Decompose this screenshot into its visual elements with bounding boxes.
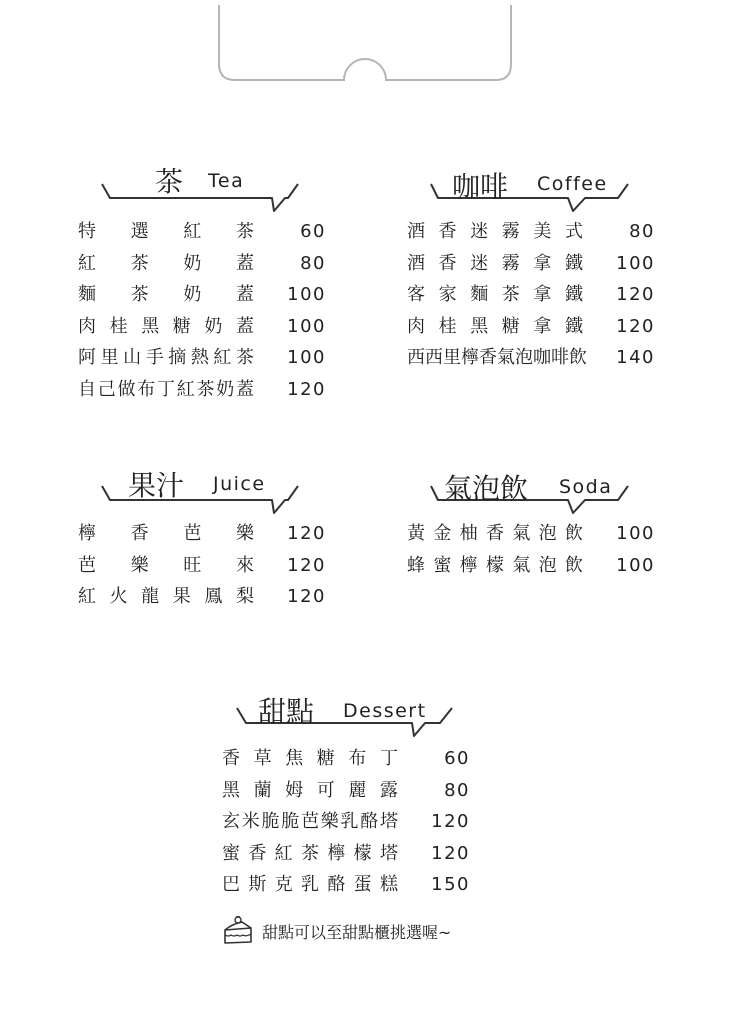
dessert-note-text: 甜點可以至甜點櫃挑選喔~ bbox=[262, 922, 452, 942]
cake-slice-icon bbox=[222, 916, 254, 946]
section-title-zh: 茶 bbox=[155, 165, 184, 198]
menu-item-row bbox=[407, 283, 655, 315]
menu-item-price: 100 bbox=[287, 315, 326, 337]
section-title-en: Soda bbox=[559, 476, 613, 498]
menu-item-name: 自 己 做 布 丁 紅 茶 奶 蓋 bbox=[78, 378, 254, 400]
menu-item-price: 150 bbox=[431, 874, 470, 896]
menu-item-row bbox=[78, 220, 326, 252]
top-frame-line bbox=[219, 5, 511, 80]
menu-item-price: 120 bbox=[287, 586, 326, 608]
dessert-note bbox=[222, 916, 451, 946]
menu-item-name: 特 選 紅 茶 bbox=[78, 221, 254, 242]
dessert-item-list bbox=[222, 747, 470, 905]
menu-item-name: 芭 樂 旺 來 bbox=[78, 554, 254, 576]
coffee-item-list bbox=[407, 220, 655, 378]
menu-item-price: 60 bbox=[444, 748, 470, 769]
menu-item-price: 120 bbox=[287, 378, 326, 400]
menu-item-row bbox=[78, 315, 326, 347]
section-title-zh: 果汁 bbox=[128, 469, 185, 502]
menu-item-row bbox=[78, 252, 326, 284]
menu-item-name: 西 西 里 檸 香 氣 泡 咖 啡 飲 bbox=[407, 347, 587, 369]
section-title-en: Tea bbox=[208, 170, 245, 192]
menu-item-name: 檸 香 芭 樂 bbox=[78, 523, 254, 544]
menu-item-price: 80 bbox=[444, 779, 470, 801]
menu-item-name: 黃 金 柚 香 氣 泡 飲 bbox=[407, 523, 583, 544]
menu-item-name: 酒 香 迷 霧 美 式 bbox=[407, 221, 583, 242]
menu-item-name: 玄 米 脆 脆 芭 樂 乳 酪 塔 bbox=[222, 811, 398, 833]
menu-item-row bbox=[78, 585, 326, 617]
menu-item-price: 120 bbox=[616, 315, 655, 337]
menu-item-price: 100 bbox=[616, 252, 655, 274]
section-title-en: Juice bbox=[213, 473, 266, 495]
menu-item-name: 蜜 香 紅 茶 檸 檬 塔 bbox=[222, 842, 398, 864]
menu-item-row bbox=[78, 283, 326, 315]
menu-item-price: 80 bbox=[629, 221, 655, 242]
menu-item-price: 60 bbox=[300, 221, 326, 242]
section-title-en: Dessert bbox=[343, 700, 427, 722]
section-title-zh: 咖啡 bbox=[452, 170, 509, 203]
menu-item-name: 黑 蘭 姆 可 麗 露 bbox=[222, 779, 398, 801]
soda-item-list bbox=[407, 522, 655, 585]
menu-item-name: 肉 桂 黑 糖 拿 鐵 bbox=[407, 315, 583, 337]
menu-item-row bbox=[222, 842, 470, 874]
section-title-en: Coffee bbox=[537, 173, 608, 195]
menu-item-price: 120 bbox=[431, 811, 470, 833]
menu-item-name: 酒 香 迷 霧 拿 鐵 bbox=[407, 252, 583, 274]
menu-item-row bbox=[78, 522, 326, 554]
menu-item-row bbox=[407, 522, 655, 554]
tea-item-list bbox=[78, 220, 326, 410]
menu-item-row bbox=[407, 220, 655, 252]
section-title-zh: 甜點 bbox=[258, 695, 315, 728]
menu-item-price: 100 bbox=[616, 523, 655, 544]
menu-item-price: 100 bbox=[616, 554, 655, 576]
menu-item-row bbox=[222, 747, 470, 779]
menu-item-price: 120 bbox=[287, 523, 326, 544]
menu-item-row bbox=[407, 554, 655, 586]
menu-item-name: 蜂 蜜 檸 檬 氣 泡 飲 bbox=[407, 554, 583, 576]
menu-item-price: 120 bbox=[431, 842, 470, 864]
juice-item-list bbox=[78, 522, 326, 617]
menu-item-price: 140 bbox=[616, 347, 655, 369]
tea-title-bubble bbox=[102, 184, 298, 211]
section-title-zh: 氣泡飲 bbox=[444, 472, 529, 505]
menu-item-name: 紅 火 龍 果 鳳 梨 bbox=[78, 586, 254, 608]
menu-item-price: 80 bbox=[300, 252, 326, 274]
menu-item-row bbox=[407, 252, 655, 284]
menu-item-row bbox=[222, 779, 470, 811]
menu-item-price: 100 bbox=[287, 284, 326, 306]
menu-item-row bbox=[222, 873, 470, 905]
menu-item-name: 巴 斯 克 乳 酪 蛋 糕 bbox=[222, 874, 398, 896]
menu-item-row bbox=[407, 315, 655, 347]
menu-item-name: 香 草 焦 糖 布 丁 bbox=[222, 748, 398, 769]
menu-item-row bbox=[78, 554, 326, 586]
menu-item-name: 肉 桂 黑 糖 奶 蓋 bbox=[78, 315, 254, 337]
menu-item-price: 100 bbox=[287, 347, 326, 369]
menu-item-price: 120 bbox=[287, 554, 326, 576]
menu-item-name: 麵 茶 奶 蓋 bbox=[78, 284, 254, 306]
menu-item-name: 阿 里 山 手 摘 熱 紅 茶 bbox=[78, 347, 254, 369]
menu-item-row bbox=[78, 346, 326, 378]
menu-item-price: 120 bbox=[616, 284, 655, 306]
menu-item-row bbox=[222, 810, 470, 842]
menu-item-row bbox=[407, 346, 655, 378]
menu-item-row bbox=[78, 378, 326, 410]
menu-item-name: 紅 茶 奶 蓋 bbox=[78, 252, 254, 274]
menu-item-name: 客 家 麵 茶 拿 鐵 bbox=[407, 284, 583, 306]
